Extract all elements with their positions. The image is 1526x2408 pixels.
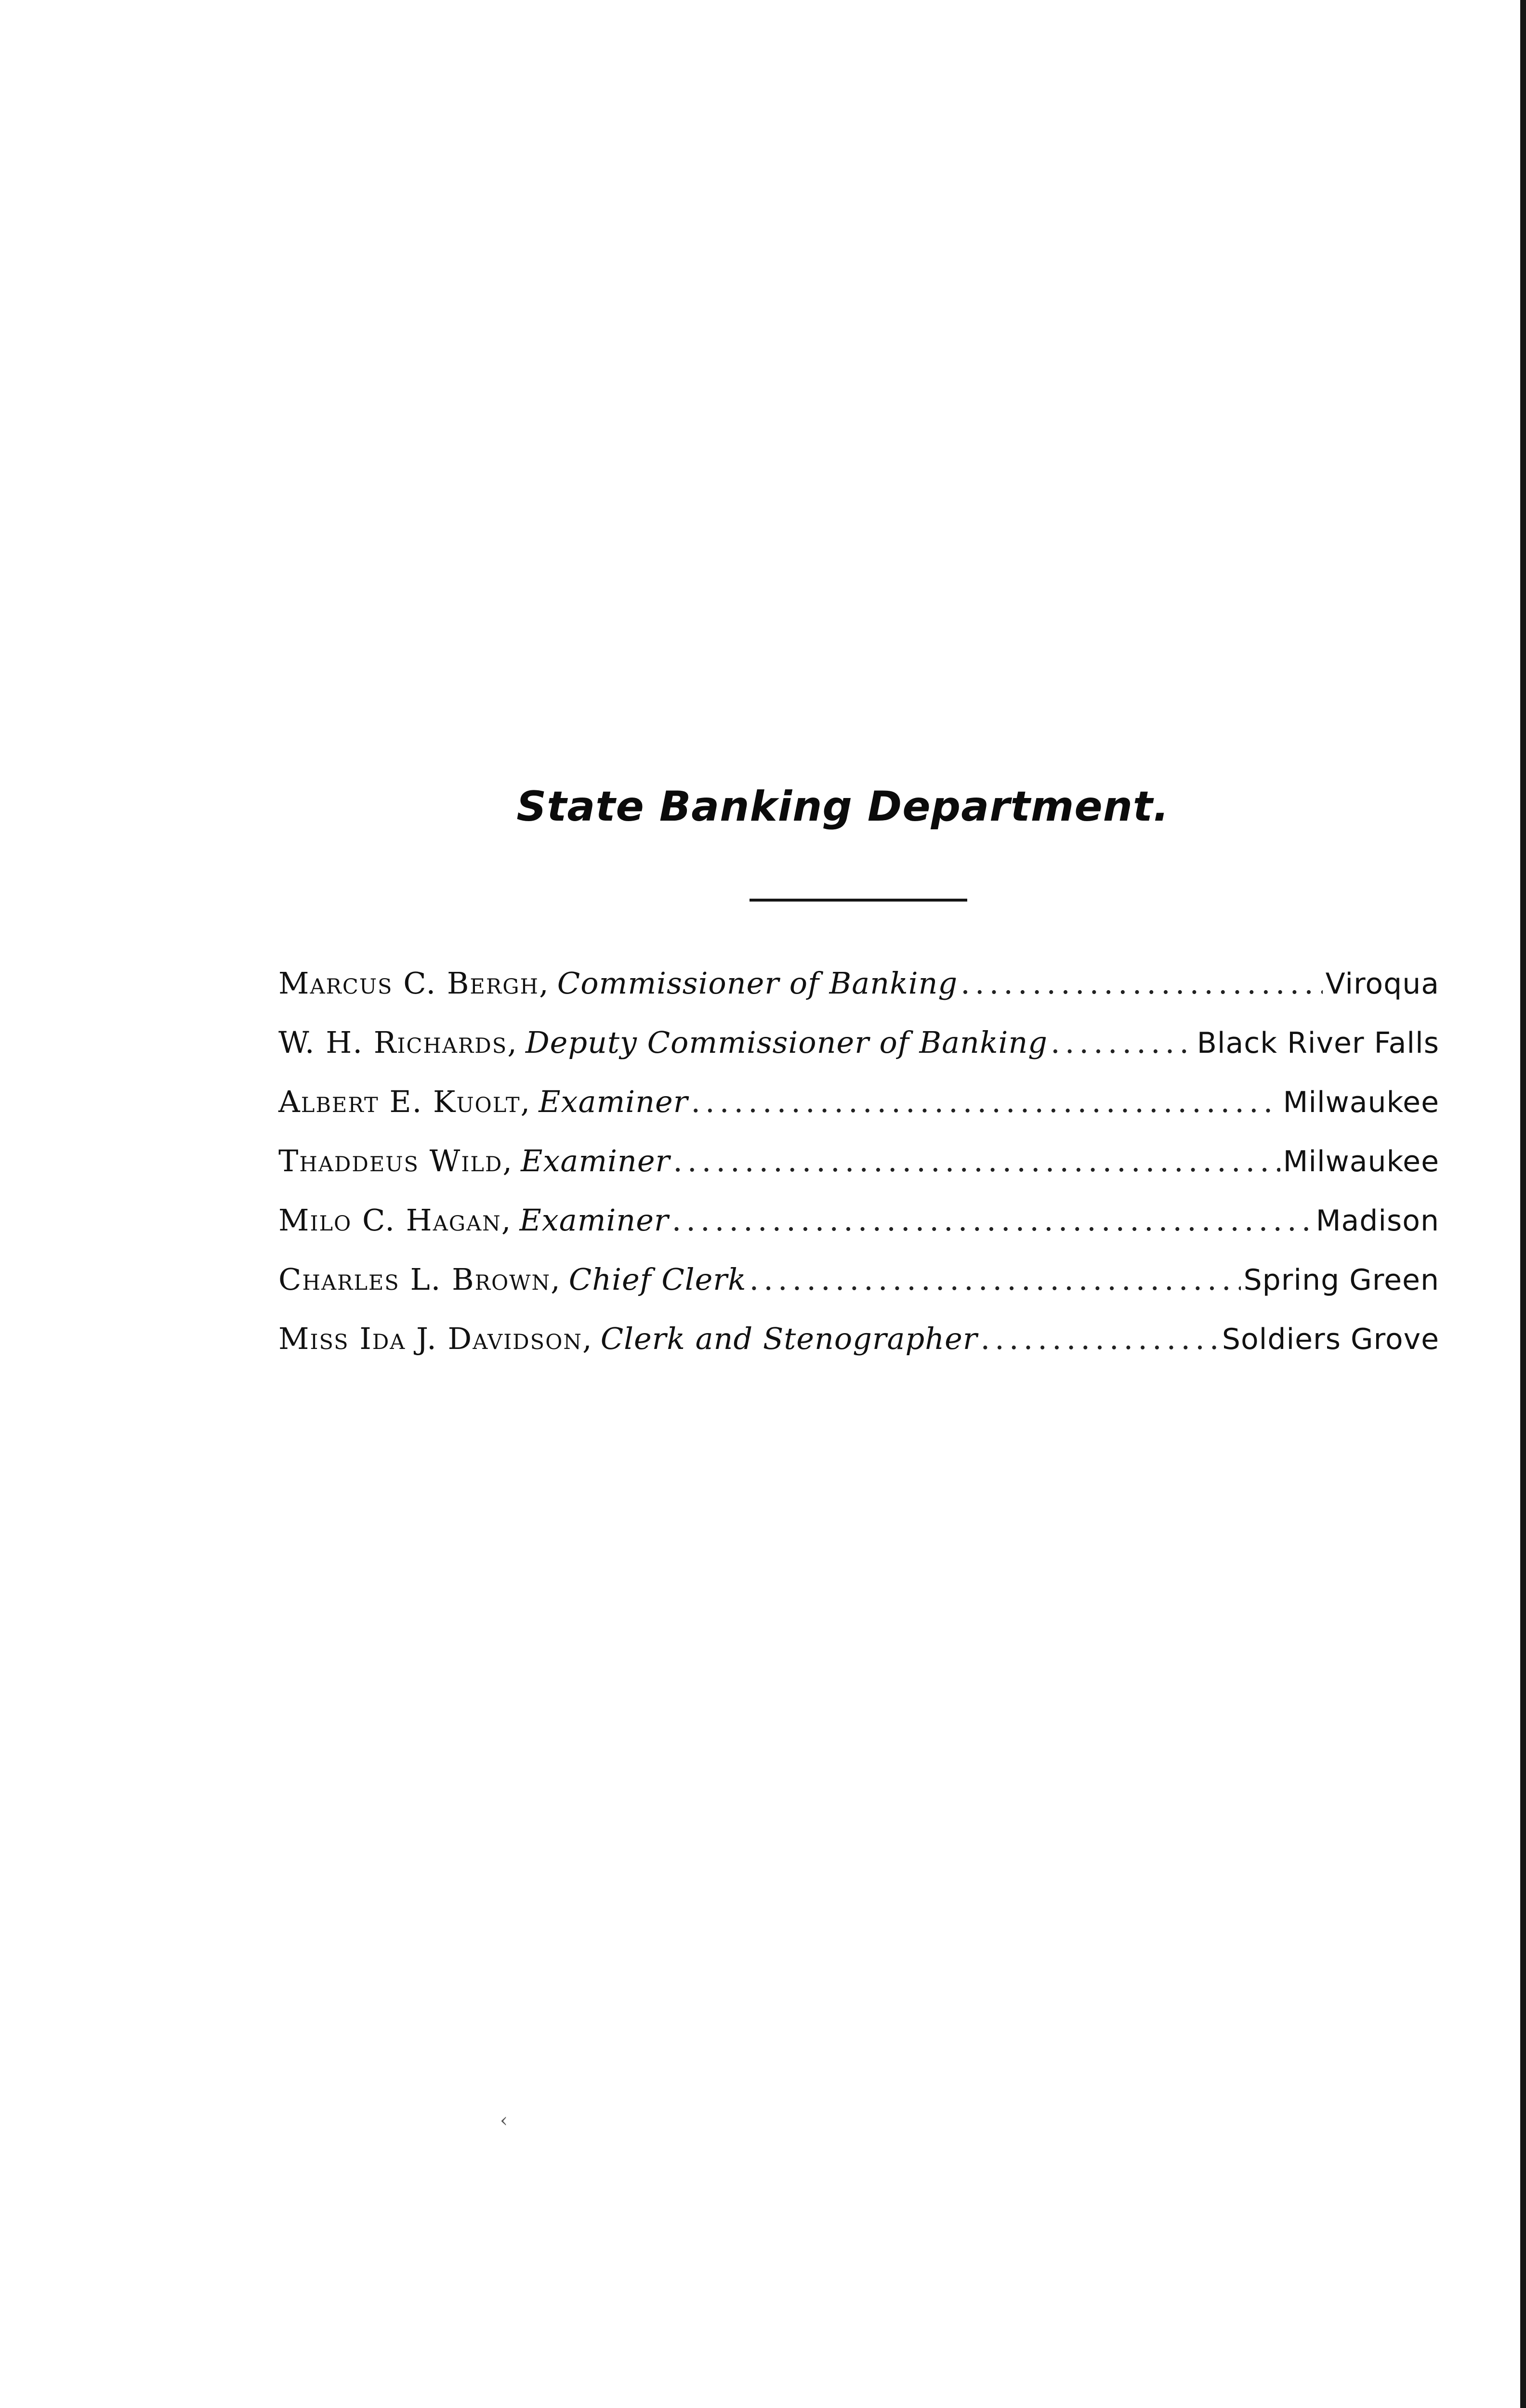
roster-entry — [278, 1013, 1439, 1072]
name-separator: , — [502, 1143, 513, 1178]
staff-name: W. H. Richards — [278, 1025, 508, 1060]
staff-residence: Soldiers Grove — [1222, 1322, 1439, 1356]
dot-leader — [980, 1309, 1219, 1368]
roster-entry — [278, 1072, 1439, 1131]
staff-role: Deputy Commissioner of Banking — [525, 1025, 1048, 1060]
roster-entry — [278, 1131, 1439, 1191]
staff-name: Charles L. Brown — [278, 1262, 551, 1297]
staff-role: Examiner — [521, 1143, 671, 1178]
staff-name: Marcus C. Bergh — [278, 966, 539, 1001]
roster-entry — [278, 1191, 1439, 1250]
name-separator: , — [582, 1321, 592, 1356]
staff-role: Chief Clerk — [568, 1262, 747, 1297]
title-rule — [750, 899, 967, 902]
staff-name: Albert E. Kuolt — [278, 1084, 521, 1119]
roster-entry — [278, 954, 1439, 1013]
dot-leader — [750, 1250, 1241, 1309]
staff-role: Examiner — [519, 1203, 669, 1238]
staff-residence: Black River Falls — [1197, 1026, 1439, 1060]
dot-leader — [672, 1191, 1313, 1250]
staff-role: Commissioner of Banking — [557, 966, 958, 1001]
name-separator: , — [520, 1084, 530, 1119]
page-title: State Banking Department. — [516, 783, 1170, 831]
staff-name: Milo C. Hagan — [278, 1203, 501, 1238]
name-separator: , — [551, 1262, 560, 1297]
name-separator: , — [539, 966, 549, 1001]
name-separator: , — [501, 1203, 511, 1238]
page-edge-border — [1520, 0, 1526, 2408]
roster-entry — [278, 1309, 1439, 1368]
print-speck: ‹ — [500, 2109, 508, 2132]
staff-name: Miss Ida J. Davidson — [278, 1321, 582, 1356]
staff-residence: Viroqua — [1325, 967, 1439, 1001]
staff-role: Examiner — [539, 1084, 688, 1119]
dot-leader — [691, 1072, 1280, 1131]
staff-residence: Spring Green — [1243, 1263, 1439, 1297]
dot-leader — [673, 1131, 1280, 1191]
staff-residence: Milwaukee — [1283, 1145, 1439, 1178]
roster-entry — [278, 1250, 1439, 1309]
dot-leader — [960, 954, 1322, 1013]
staff-roster — [278, 954, 1439, 1368]
name-separator: , — [507, 1025, 517, 1060]
staff-residence: Madison — [1316, 1204, 1439, 1238]
dot-leader — [1051, 1013, 1194, 1072]
staff-residence: Milwaukee — [1283, 1086, 1439, 1119]
staff-role: Clerk and Stenographer — [600, 1321, 978, 1356]
staff-name: Thaddeus Wild — [278, 1143, 503, 1178]
